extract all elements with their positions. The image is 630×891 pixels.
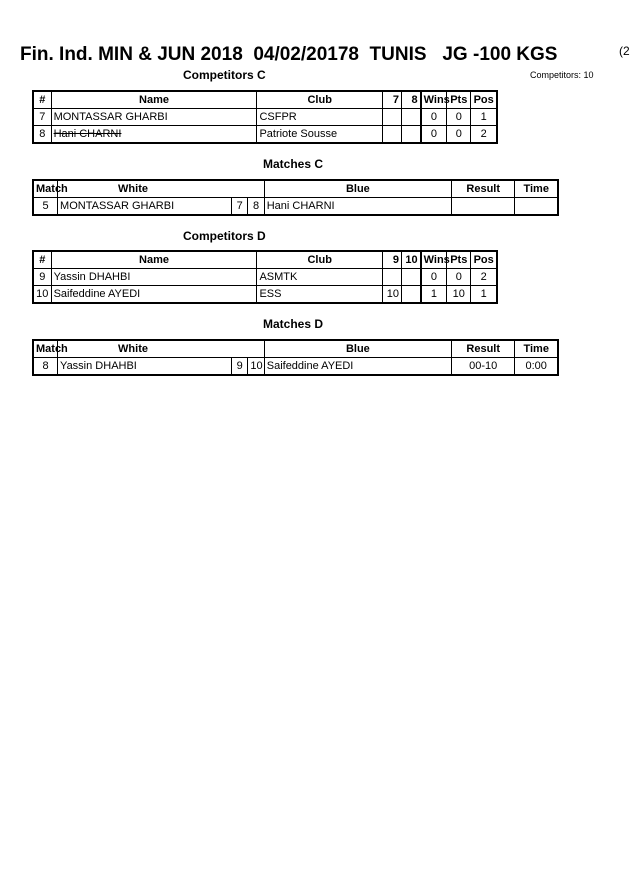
header-pos: Pos — [471, 91, 497, 109]
header-name: Name — [51, 91, 257, 109]
competitor-wins: 0 — [421, 109, 447, 126]
competitor-club: ASMTK — [257, 269, 383, 286]
competitor-name: Saifeddine AYEDI — [51, 286, 257, 304]
competitor-wins: 0 — [421, 126, 447, 144]
blue-number: 8 — [248, 198, 264, 216]
page-number: (2 — [619, 44, 630, 58]
table-row — [33, 358, 558, 376]
competitor-pos: 1 — [471, 109, 497, 126]
header-blue: Blue — [264, 180, 451, 198]
competitor-name: Hani CHARNI — [51, 126, 257, 144]
score-cell — [402, 126, 421, 144]
matches-c-table — [32, 179, 559, 216]
competitors-c-table — [32, 90, 498, 144]
header-club: Club — [257, 91, 383, 109]
table-header-row — [33, 340, 558, 358]
header-result: Result — [452, 180, 515, 198]
match-result — [452, 198, 515, 216]
table-row — [33, 198, 558, 216]
header-club: Club — [257, 251, 383, 269]
competitor-num: 10 — [33, 286, 51, 304]
header-result: Result — [452, 340, 515, 358]
header-pts: Pts — [447, 91, 471, 109]
white-fighter: MONTASSAR GHARBI — [58, 198, 232, 216]
white-number: 7 — [232, 198, 248, 216]
blue-fighter: Hani CHARNI — [264, 198, 451, 216]
matches-c-title: Matches C — [263, 157, 324, 171]
competitors-d-title: Competitors D — [183, 229, 266, 243]
competitor-pos: 1 — [471, 286, 497, 304]
match-number: 5 — [33, 198, 58, 216]
header-white: White — [58, 340, 265, 358]
competitors-c-title: Competitors C — [183, 68, 266, 82]
header-score-1: 7 — [382, 91, 401, 109]
header-match: Match — [33, 340, 58, 358]
competitors-d-table — [32, 250, 498, 304]
header-match: Match — [33, 180, 58, 198]
match-result: 00-10 — [452, 358, 515, 376]
score-cell — [382, 269, 401, 286]
competitor-wins: 1 — [421, 286, 447, 304]
table-header-row — [33, 91, 497, 109]
table-row — [33, 269, 497, 286]
header-pts: Pts — [447, 251, 471, 269]
score-cell — [382, 126, 401, 144]
score-cell: 10 — [382, 286, 401, 304]
table-row — [33, 286, 497, 304]
competitor-pos: 2 — [471, 269, 497, 286]
blue-fighter: Saifeddine AYEDI — [264, 358, 451, 376]
competitor-pts: 0 — [447, 269, 471, 286]
competitor-pts: 0 — [447, 126, 471, 144]
header-pos: Pos — [471, 251, 497, 269]
score-cell — [382, 109, 401, 126]
match-number: 8 — [33, 358, 58, 376]
header-name: Name — [51, 251, 257, 269]
competitor-pts: 10 — [447, 286, 471, 304]
competitor-pos: 2 — [471, 126, 497, 144]
competitor-num: 8 — [33, 126, 51, 144]
header-score-2: 8 — [402, 91, 421, 109]
table-row — [33, 126, 497, 144]
score-cell — [402, 269, 421, 286]
header-score-1: 9 — [382, 251, 401, 269]
score-cell — [402, 286, 421, 304]
header-wins: Wins — [421, 251, 447, 269]
header-num: # — [33, 91, 51, 109]
competitor-num: 9 — [33, 269, 51, 286]
header-wins: Wins — [421, 91, 447, 109]
header-white: White — [58, 180, 265, 198]
white-fighter: Yassin DHAHBI — [58, 358, 232, 376]
header-time: Time — [515, 340, 558, 358]
table-row — [33, 109, 497, 126]
competitor-num: 7 — [33, 109, 51, 126]
match-time: 0:00 — [515, 358, 558, 376]
matches-d-title: Matches D — [263, 317, 324, 331]
header-time: Time — [515, 180, 558, 198]
white-number: 9 — [232, 358, 248, 376]
competitors-count: Competitors: 10 — [530, 70, 594, 80]
table-header-row — [33, 251, 497, 269]
score-cell — [402, 109, 421, 126]
competitor-club: CSFPR — [257, 109, 383, 126]
header-score-2: 10 — [402, 251, 421, 269]
match-time — [515, 198, 558, 216]
table-header-row — [33, 180, 558, 198]
competitor-wins: 0 — [421, 269, 447, 286]
competitor-name: Yassin DHAHBI — [51, 269, 257, 286]
matches-d-table — [32, 339, 559, 376]
blue-number: 10 — [248, 358, 264, 376]
competitor-name: MONTASSAR GHARBI — [51, 109, 257, 126]
page-title: Fin. Ind. MIN & JUN 2018 04/02/20178 TUNIS JG -100 KGS — [20, 44, 558, 65]
header-num: # — [33, 251, 51, 269]
competitor-club: Patriote Sousse — [257, 126, 383, 144]
competitor-pts: 0 — [447, 109, 471, 126]
competitor-club: ESS — [257, 286, 383, 304]
header-blue: Blue — [264, 340, 451, 358]
